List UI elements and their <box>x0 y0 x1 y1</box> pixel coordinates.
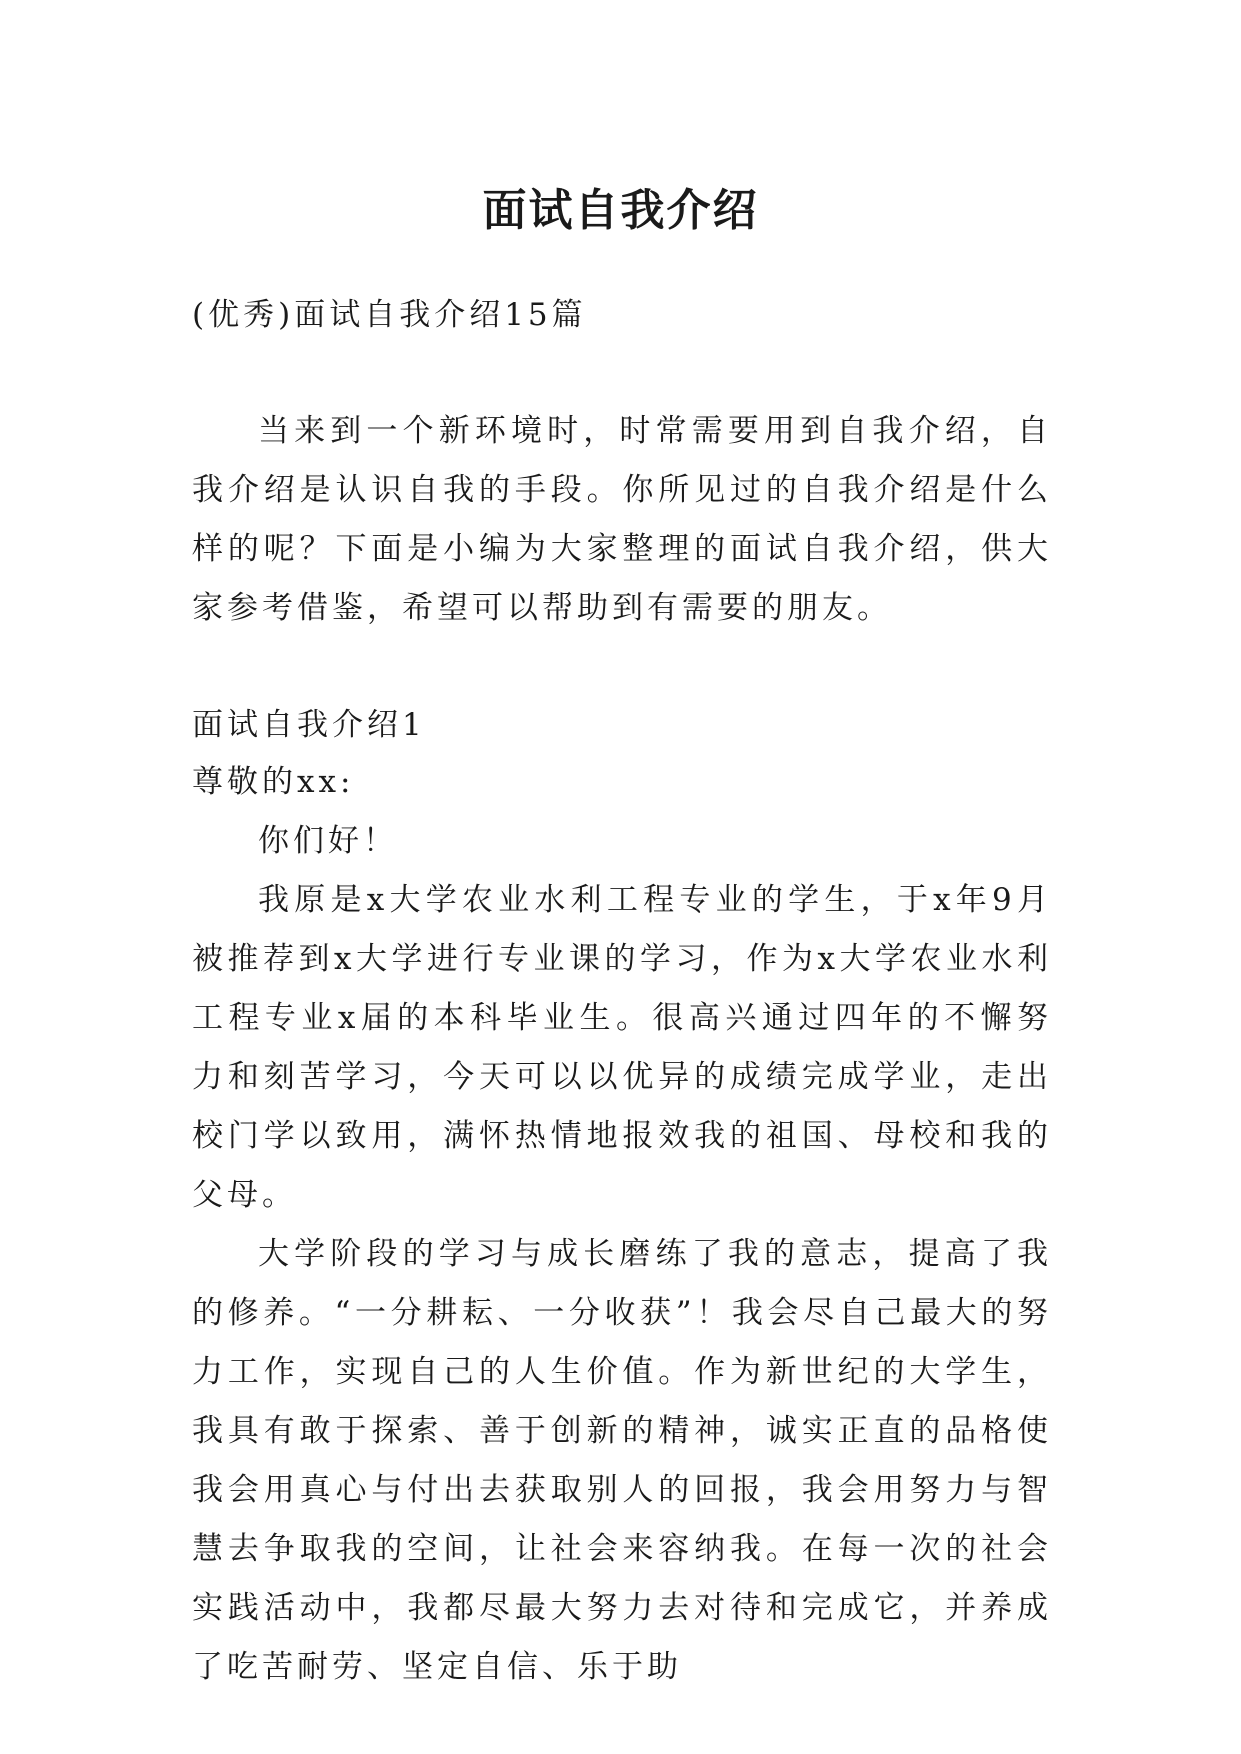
body-paragraph: 你们好！ <box>258 823 398 859</box>
body-paragraph: 大学阶段的学习与成长磨练了我的意志，提高了我的修养。“一分耕耘、一分收获”！我会尽自己最大的努力工作，实现自己的人生价值。作为新世纪的大学生，我具有敢于探索、善于创新的精神，诚实正直的品格使我会用真心与付出去获取别人的回报，我会用努力与智慧去争取我的空间，让社会来容纳我。在每一次的社会实践活动中，我都尽最大努力去对待和完成它，并养成了吃苦耐劳、坚定自信、乐于助 <box>192 1236 1052 1685</box>
body-paragraph: 我原是x大学农业水利工程专业的学生，于x年9月被推荐到x大学进行专业课的学习，作为x大学农业水利工程专业x届的本科毕业生。很高兴通过四年的不懈努力和刻苦学习，今天可以以优异的成绩完成学业，走出校门学以致用，满怀热情地报效我的祖国、母校和我的父母。 <box>192 882 1052 1213</box>
letter-body <box>192 812 1052 1697</box>
intro-paragraph: 当来到一个新环境时，时常需要用到自我介绍，自我介绍是认识自我的手段。你所见过的自我介绍是什么样的呢？下面是小编为大家整理的面试自我介绍，供大家参考借鉴，希望可以帮助到有需要的朋友。 <box>192 413 1052 626</box>
document-subtitle: (优秀)面试自我介绍15篇 <box>192 297 587 333</box>
page-title: 面试自我介绍 <box>482 185 759 237</box>
salutation: 尊敬的xx: <box>192 764 355 800</box>
section-title: 面试自我介绍1 <box>192 707 426 743</box>
